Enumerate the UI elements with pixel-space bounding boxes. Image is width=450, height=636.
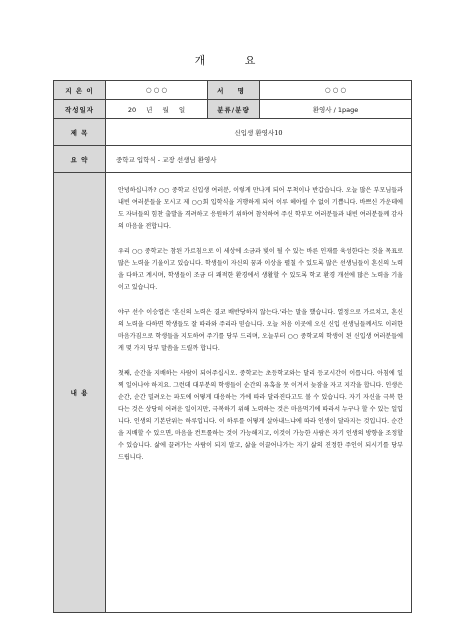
subject-label: 제 목 bbox=[54, 119, 106, 146]
category-label: 분류/분량 bbox=[208, 100, 260, 119]
summary-value: 중학교 입학식 - 교장 선생님 환영사 bbox=[106, 146, 412, 173]
subject-row bbox=[54, 119, 412, 146]
content-label: 내 용 bbox=[54, 173, 106, 613]
paragraph-3: 야구 선수 이승엽은 '혼신의 노력은 결코 배반당하지 않는다.'라는 말을 했습니다. 열정으로 가르치고, 혼신의 노력을 다하면 학생들도 잘 따라와 주리라 믿습니다. 오늘 처음 이곳에 오신 신입 선생님들께서도 이러한 마음가짐으로 학생들을 지도하여 주기를 당부 드리며, 오늘부터 ○○ 중학교의 학생이 된 신입생 여러분들에게 몇 가지 당부 말씀을 드릴까 합니다. bbox=[118, 309, 403, 352]
summary-label: 요 약 bbox=[54, 146, 106, 173]
author-label: 지 은 이 bbox=[54, 81, 106, 100]
author-value: ○ ○ ○ bbox=[106, 81, 208, 100]
document-title: 개 요 bbox=[194, 54, 274, 67]
paragraph-1: 안녕하십니까? ○○ 중학교 신입생 여러분, 이렇게 만나게 되어 무척이나 반갑습니다. 오늘 많은 부모님들과 내빈 여러분들을 모시고 제 ○○회 입학식을 거행하게 되어 이루 헤아릴 수 없이 기쁩니다. 바쁘신 가운데에도 자녀들의 힘찬 출발을 격려하고 응원하기 위하여 참석하여 주신 학부모 여러분들과 내빈 여러분들께 감사의 마음을 전합니다. bbox=[118, 187, 403, 230]
summary-row bbox=[54, 146, 412, 173]
content-body bbox=[106, 173, 412, 613]
signature-value: ○ ○ ○ bbox=[260, 81, 412, 100]
overview-form bbox=[53, 80, 412, 613]
subject-value: 신입생 환영사10 bbox=[106, 119, 412, 146]
paragraph-4: 첫째, 순간을 지배하는 사람이 되어주십시오. 중학교는 초등학교와는 달리 등교시간이 이릅니다. 아침에 일찍 일어나야 하지요. 그런데 대부분의 학생들이 순간의 유혹을 못 이겨서 늦잠을 자고 지각을 합니다. 인생은 순간, 순간 밀려오는 파도에 어떻게 대응하는 가에 따라 달라진다고도 볼 수 있습니다. 자기 자신을 극복 한다는 것은 상당히 어려운 일이지만, 극복하기 위해 노력하는 것은 마음먹기에 따라서 누구나 할 수 있는 일입니다. 인생의 기본단위는 하루입니다. 이 하루를 어떻게 살아내느냐에 따라 인생이 달라지는 것입니다. 순간을 지배할 수 있으면, 마음을 컨트롤하는 것이 가능해지고, 이것이 가능한 사람은 자기 인생의 방향을 조정할 수 있습니다. 삶에 끌려가는 사람이 되지 말고, 삶을 이끌어나가는 자기 삶의 진정한 주인이 되시기를 당부 드립니다. bbox=[118, 370, 403, 461]
date-label: 작성일자 bbox=[54, 100, 106, 119]
date-value: 20 년 월 일 bbox=[106, 100, 208, 119]
signature-label: 서 명 bbox=[208, 81, 260, 100]
category-value: 환영사 / 1page bbox=[260, 100, 412, 119]
paragraph-2: 우리 ○○ 중학교는 참된 가르침으로 이 세상에 소금과 빛이 될 수 있는 바른 인재를 육성한다는 것을 목표로 많은 노력을 기울이고 있습니다. 학생들이 자신의 꿈과 이상을 펼칠 수 있도록 많은 선생님들이 혼신의 노력을 다하고 계시며, 학생들이 조금 더 쾌적한 환경에서 생활할 수 있도록 학교 환경 개선에 많은 노력을 기울이고 있습니다. bbox=[118, 248, 403, 291]
content-row bbox=[54, 173, 412, 613]
date-row bbox=[54, 100, 412, 119]
author-row bbox=[54, 81, 412, 100]
